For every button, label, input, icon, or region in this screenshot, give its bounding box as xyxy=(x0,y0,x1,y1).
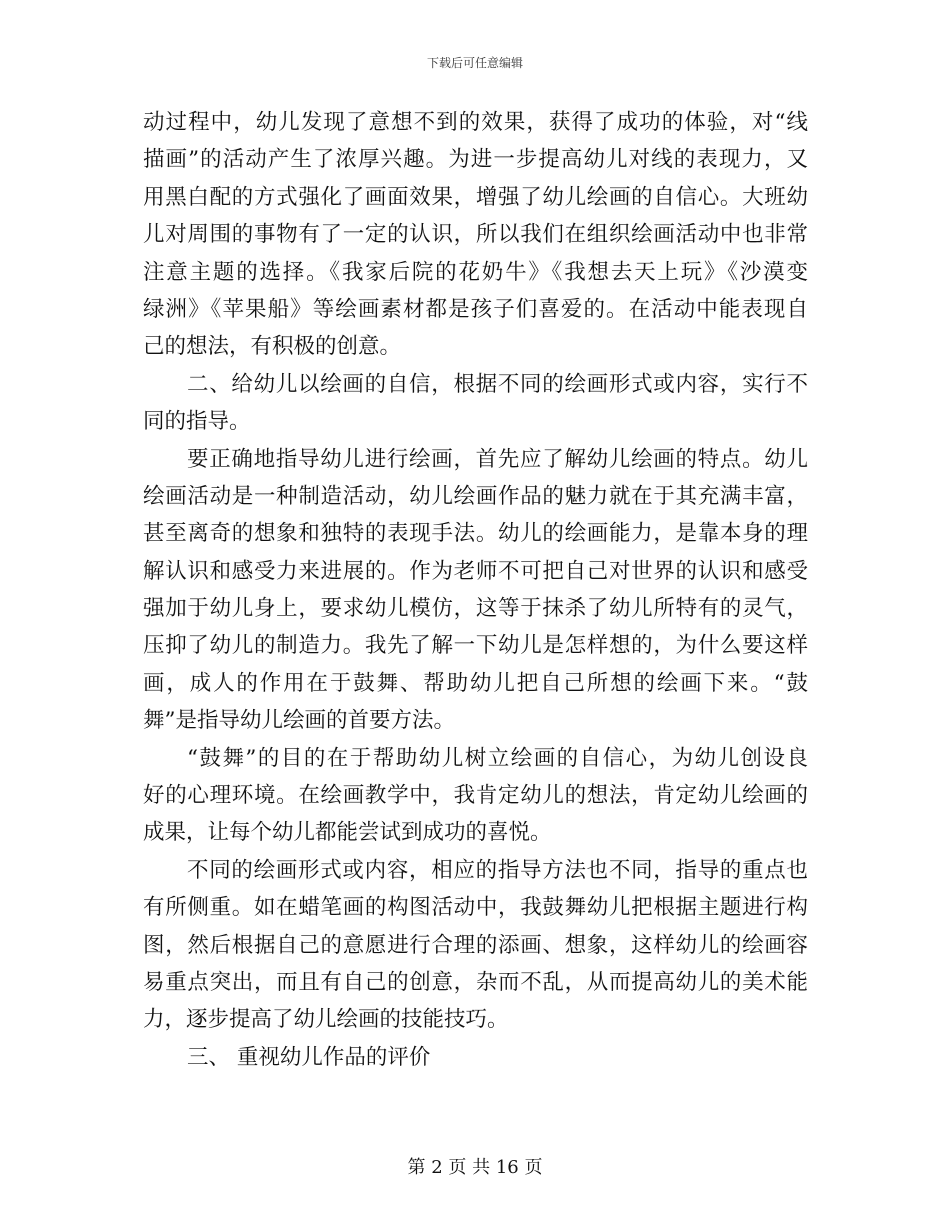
text-line: 画，成人的作用在于鼓舞、帮助幼儿把自己所想的绘画下来。“鼓 xyxy=(143,670,808,696)
text-line: 图，然后根据自己的意愿进行合理的添画、想象，这样幼儿的绘画容 xyxy=(143,932,808,958)
text-line: 力，逐步提高了幼儿绘画的技能技巧。 xyxy=(143,1007,509,1033)
text-line: 舞”是指导幼儿绘画的首要方法。 xyxy=(143,708,455,734)
text-line: 二、给幼儿以绘画的自信，根据不同的绘画形式或内容，实行不 xyxy=(187,371,808,397)
text-line: 有所侧重。如在蜡笔画的构图活动中，我鼓舞幼儿把根据主题进行构 xyxy=(143,895,808,921)
text-line: 用黑白配的方式强化了画面效果，增强了幼儿绘画的自信心。大班幼 xyxy=(143,184,808,210)
text-line: 要正确地指导幼儿进行绘画，首先应了解幼儿绘画的特点。幼儿 xyxy=(187,446,808,472)
text-line: 绘画活动是一种制造活动，幼儿绘画作品的魅力就在于其充满丰富， xyxy=(143,483,808,509)
text-line: “鼓舞”的目的在于帮助幼儿树立绘画的自信心，为幼儿创设良 xyxy=(187,745,808,771)
text-line: 动过程中，幼儿发现了意想不到的效果，获得了成功的体验，对“线 xyxy=(143,110,808,135)
page-header: 下载后可任意编辑 xyxy=(426,56,523,70)
text-line: 易重点突出，而且有自己的创意，杂而不乱，从而提高幼儿的美术能 xyxy=(143,969,808,995)
text-line: 己的想法，有积极的创意。 xyxy=(143,334,402,360)
text-line: 描画”的活动产生了浓厚兴趣。为进一步提高幼儿对线的表现力，又 xyxy=(143,147,808,173)
text-line: 三、 重视幼儿作品的评价 xyxy=(187,1044,431,1070)
text-line: 解认识和感受力来进展的。作为老师不可把自己对世界的认识和感受 xyxy=(143,558,808,584)
page-footer: 第 2 页 共 16 页 xyxy=(407,1157,543,1178)
document-body xyxy=(143,104,808,1076)
text-line: 注意主题的选择。《我家后院的花奶牛》《我想去天上玩》《沙漠变 xyxy=(143,259,808,285)
text-line: 好的心理环境。在绘画教学中，我肯定幼儿的想法，肯定幼儿绘画的 xyxy=(143,783,808,809)
text-line: 成果，让每个幼儿都能尝试到成功的喜悦。 xyxy=(143,820,552,846)
text-line: 绿洲》《苹果船》等绘画素材都是孩子们喜爱的。在活动中能表现自 xyxy=(143,296,808,322)
text-line: 同的指导。 xyxy=(143,409,251,435)
text-line: 强加于幼儿身上，要求幼儿模仿，这等于抹杀了幼儿所特有的灵气， xyxy=(143,596,808,622)
text-line: 不同的绘画形式或内容，相应的指导方法也不同，指导的重点也 xyxy=(187,857,808,883)
text-line: 压抑了幼儿的制造力。我先了解一下幼儿是怎样想的，为什么要这样 xyxy=(143,633,808,659)
text-line: 甚至离奇的想象和独特的表现手法。幼儿的绘画能力，是靠本身的理 xyxy=(143,521,808,547)
text-line: 儿对周围的事物有了一定的认识，所以我们在组织绘画活动中也非常 xyxy=(143,222,808,248)
